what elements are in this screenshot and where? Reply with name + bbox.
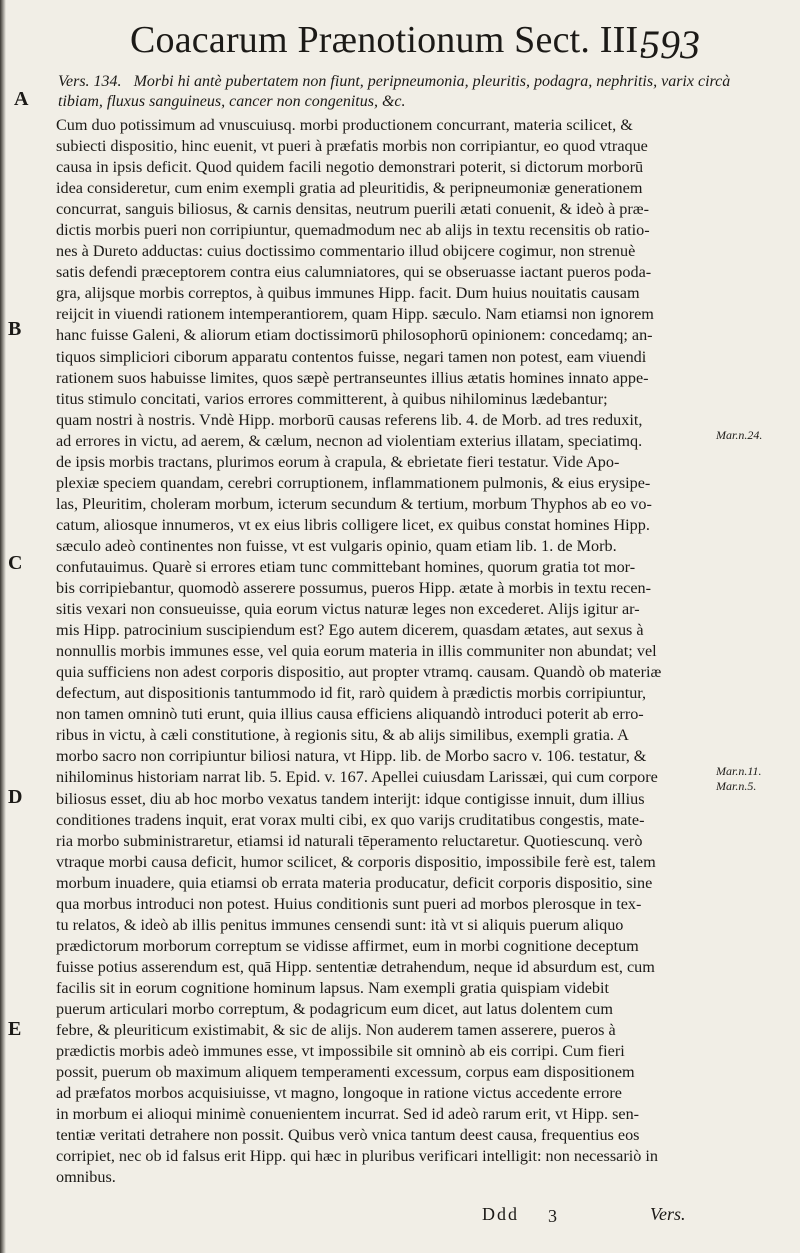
text-line: bis corripiebantur, quomodò asserere possumus, pueros Hipp. ætate à morbis in textu recen- xyxy=(56,579,652,598)
text-line: sitis vexari non consueuisse, quia eorum victus naturæ leges non excederet. Alijs igitur ar- xyxy=(56,600,640,619)
text-line: corripiet, nec ob id falsus erit Hipp. qui hæc in pluribus verificari intelligit: non necessariò in xyxy=(56,1147,658,1166)
text-line: de ipsis morbis tractans, plurimos eorum à crapula, & ebrietate fieri testatur. Vide Apo- xyxy=(56,452,620,471)
text-line: non tamen omninò tuti erunt, quia illius causa efficiens aliquandò introduci poterit ab erro- xyxy=(56,705,644,724)
text-line: biliosus esset, diu ab hoc morbo vexatus tandem interijt: idque contigisse innuit, dum illius xyxy=(56,789,645,808)
page-number: 593 xyxy=(640,22,700,67)
text-line: reijcit in viuendi rationem intemperantiorem, quam Hipp. sæculo. Nam etiamsi non ignorem xyxy=(56,305,654,324)
text-line: nes à Dureto adductas: cuius doctissimo commentario illud obijcere cogimur, non strenuè xyxy=(56,242,636,261)
verse-heading xyxy=(58,72,778,112)
text-line: prædictis morbis adeò immunes esse, vt impossibile sit omninò ab eis corripi. Cum fieri xyxy=(56,1042,625,1061)
text-line: ad errores in victu, ad aerem, & cælum, necnon ad violentiam exterius illatam, speciatimq. xyxy=(56,431,643,450)
text-line: las, Pleuritim, choleram morbum, icterum secundum & tertium, morbum Thyphos ab eo vo- xyxy=(56,494,652,513)
text-line: conditiones tradens inquit, erat vorax multi cibi, ex quo varijs cruditatibus congestis, mate- xyxy=(56,810,645,829)
text-line: ria morbo subministraretur, etiamsi id naturali tēperamento reluctaretur. Quotiescunq. verò xyxy=(56,831,643,850)
signature-mark: Ddd xyxy=(482,1204,519,1224)
text-line: defectum, aut dispositionis tantummodo id fit, rarò quidem à prædictis morbis corripiuntur, xyxy=(56,684,647,703)
verse-text: Morbi hi antè pubertatem non fiunt, peripneumonia, pleuritis, podagra, nephritis, varix circà tibiam, fluxus sanguineus, cancer non congenitus, &c. xyxy=(58,73,731,110)
margin-letter-c: C xyxy=(8,552,23,574)
catchword: Vers. xyxy=(650,1204,686,1224)
text-line: plexiæ speciem quandam, cerebri corruptionem, inflammationem pulmonis, & eius erysipe- xyxy=(56,473,651,492)
margin-note-2: Mar.n.11. xyxy=(716,764,762,778)
text-line: concurrat, sanguis biliosus, & carnis densitas, neutrum puerili ætati conuenit, & ideò à præ- xyxy=(56,200,649,219)
text-line: facilis sit in eorum cognitione hominum lapsus. Nam exempli gratia quispiam videbit xyxy=(56,978,609,997)
text-line: nonnullis morbis immunes esse, vel quia eorum materia in illis communiter non abundat; vel xyxy=(56,642,657,661)
text-line: puerum articulari morbo correptum, & podagricum eum dicet, aut latus dolentem cum xyxy=(56,999,613,1018)
page-footer xyxy=(0,1200,800,1230)
text-line: quia sufficiens non adest corporis dispositio, aut propter vtramq. causam. Quandò ob materiæ xyxy=(56,663,662,682)
text-line: febre, & pleuriticum existimabit, & sic de alijs. Non auderem tamen asserere, pueros à xyxy=(56,1021,616,1040)
text-line: tiquos simpliciori ciborum apparatu contentos fuisse, negari tamen non potest, eam viuendi xyxy=(56,347,647,366)
margin-letter-e: E xyxy=(8,1018,22,1040)
text-line: catum, aliosque innumeros, vt ex eius libris colligere licet, ex quibus constat homines Hipp. xyxy=(56,515,650,534)
margin-note-1: Mar.n.24. xyxy=(716,428,763,442)
text-line: possit, puerum ob maximum aliquem temperamenti excessum, corpus eam dispositionem xyxy=(56,1063,635,1082)
text-line: causa in ipsis deficit. Quod quidem facili negotio demonstrari poterit, si dictorum morborū xyxy=(56,158,644,177)
text-line: vtraque morbi causa deficit, humor scilicet, & corporis dispositio, impossibile ferè est, talem xyxy=(56,852,656,871)
text-line: in morbum ei alioqui minimè conuenientem incurrat. Sed id adeò rarum erit, vt Hipp. sen- xyxy=(56,1105,640,1124)
text-line: confutauimus. Quarè si errores etiam tunc committebant homines, quorum gratia tot mor- xyxy=(56,557,636,576)
text-line: morbo sacro non corripiuntur biliosi natura, vt Hipp. lib. de Morbo sacro v. 106. testatur, & xyxy=(56,747,647,766)
text-line: tu relatos, & ideò ab illis penitus immunes censendi sunt: ità vt si aliquis puerum aliquo xyxy=(56,915,624,934)
margin-letter-d: D xyxy=(8,786,23,808)
text-line: titus stimulo concitati, varios errores committerent, à quibus nihilominus lædebantur; xyxy=(56,389,608,408)
text-line: ad præfatos morbos acquisiuisse, vt magno, longoque in ratione victus accedente errore xyxy=(56,1084,622,1103)
text-line: idea consideretur, cum enim exempli gratia ad pleuritidis, & peripneumoniæ generationem xyxy=(56,179,643,198)
text-line: ribus in victu, à cæli constitutione, à regionis situ, & ab alijs similibus, exempli gratia. A xyxy=(56,726,629,745)
text-line: Cum duo potissimum ad vnuscuiusq. morbi productionem concurrant, materia scilicet, & xyxy=(56,116,633,134)
margin-letter-b: B xyxy=(8,318,22,340)
text-line: rationem suos habuisse limites, quos sæpè pertranseuntes illius ætatis homines innato appe- xyxy=(56,368,649,387)
text-line: qua morbus introduci non potest. Huius conditionis sunt pueri ad morbos plerosque in tex- xyxy=(56,894,642,913)
text-line: tentiæ veritati detrahere non possit. Quibus verò vnica tantum deest causa, frequentius eos xyxy=(56,1126,640,1145)
page-binding-shadow xyxy=(0,0,6,1253)
text-line: gra, alijsque morbis correptos, à quibus immunes Hipp. facit. Dum huius nouitatis causam xyxy=(56,284,640,303)
margin-note-3: Mar.n.5. xyxy=(716,779,757,793)
margin-letter-a: A xyxy=(14,88,29,110)
text-line: fuisse potius asserendum est, quā Hipp. sententiæ detrahendum, neque id absurdum est, cum xyxy=(56,957,655,976)
text-line: morbum inuadere, quia etiamsi ob errata materia producatur, deficit corporis dispositio, sine xyxy=(56,873,653,892)
text-line: quam nostri à nostris. Vndè Hipp. morborū causas referens lib. 4. de Morb. ad tres reduxit, xyxy=(56,410,643,429)
text-line: nihilominus historiam narrat lib. 5. Epid. v. 167. Apellei cuiusdam Larissæi, qui cum corpore xyxy=(56,768,658,787)
text-line: omnibus. xyxy=(56,1168,116,1187)
running-title: Coacarum Prænotionum Sect. III. xyxy=(130,19,649,61)
text-line: subiecti dispositio, hinc euenit, vt pueri à præfatis morbis non corripiantur, eo quod vtraque xyxy=(56,137,648,156)
signature-number: 3 xyxy=(548,1206,557,1226)
text-line: dictis morbis pueri non corripiuntur, quemadmodum nec ab alijs in textu recensitis ob ratio- xyxy=(56,221,650,240)
body-text xyxy=(56,115,710,1188)
text-line: mis Hipp. patrocinium suscipiendum est? Ego autem dicerem, quasdam ætates, aut sexus à xyxy=(56,621,644,640)
text-line: sæculo adeò continentes non fuisse, vt est vulgaris opinio, quam etiam lib. 1. de Morb. xyxy=(56,536,617,555)
text-line: satis defendi præceptorem contra eius calumniatores, qui se obseruasse iactant pueros poda- xyxy=(56,263,652,282)
verse-number: Vers. 134. xyxy=(58,73,122,90)
page-header xyxy=(130,18,730,68)
text-line: hanc fuisse Galeni, & aliorum etiam doctissimorū philosophorū opinionem: concedamq; an- xyxy=(56,326,653,345)
text-line: prædictorum morborum correptum se vidisse affirmet, eum in morbi cognitione deceptum xyxy=(56,936,639,955)
